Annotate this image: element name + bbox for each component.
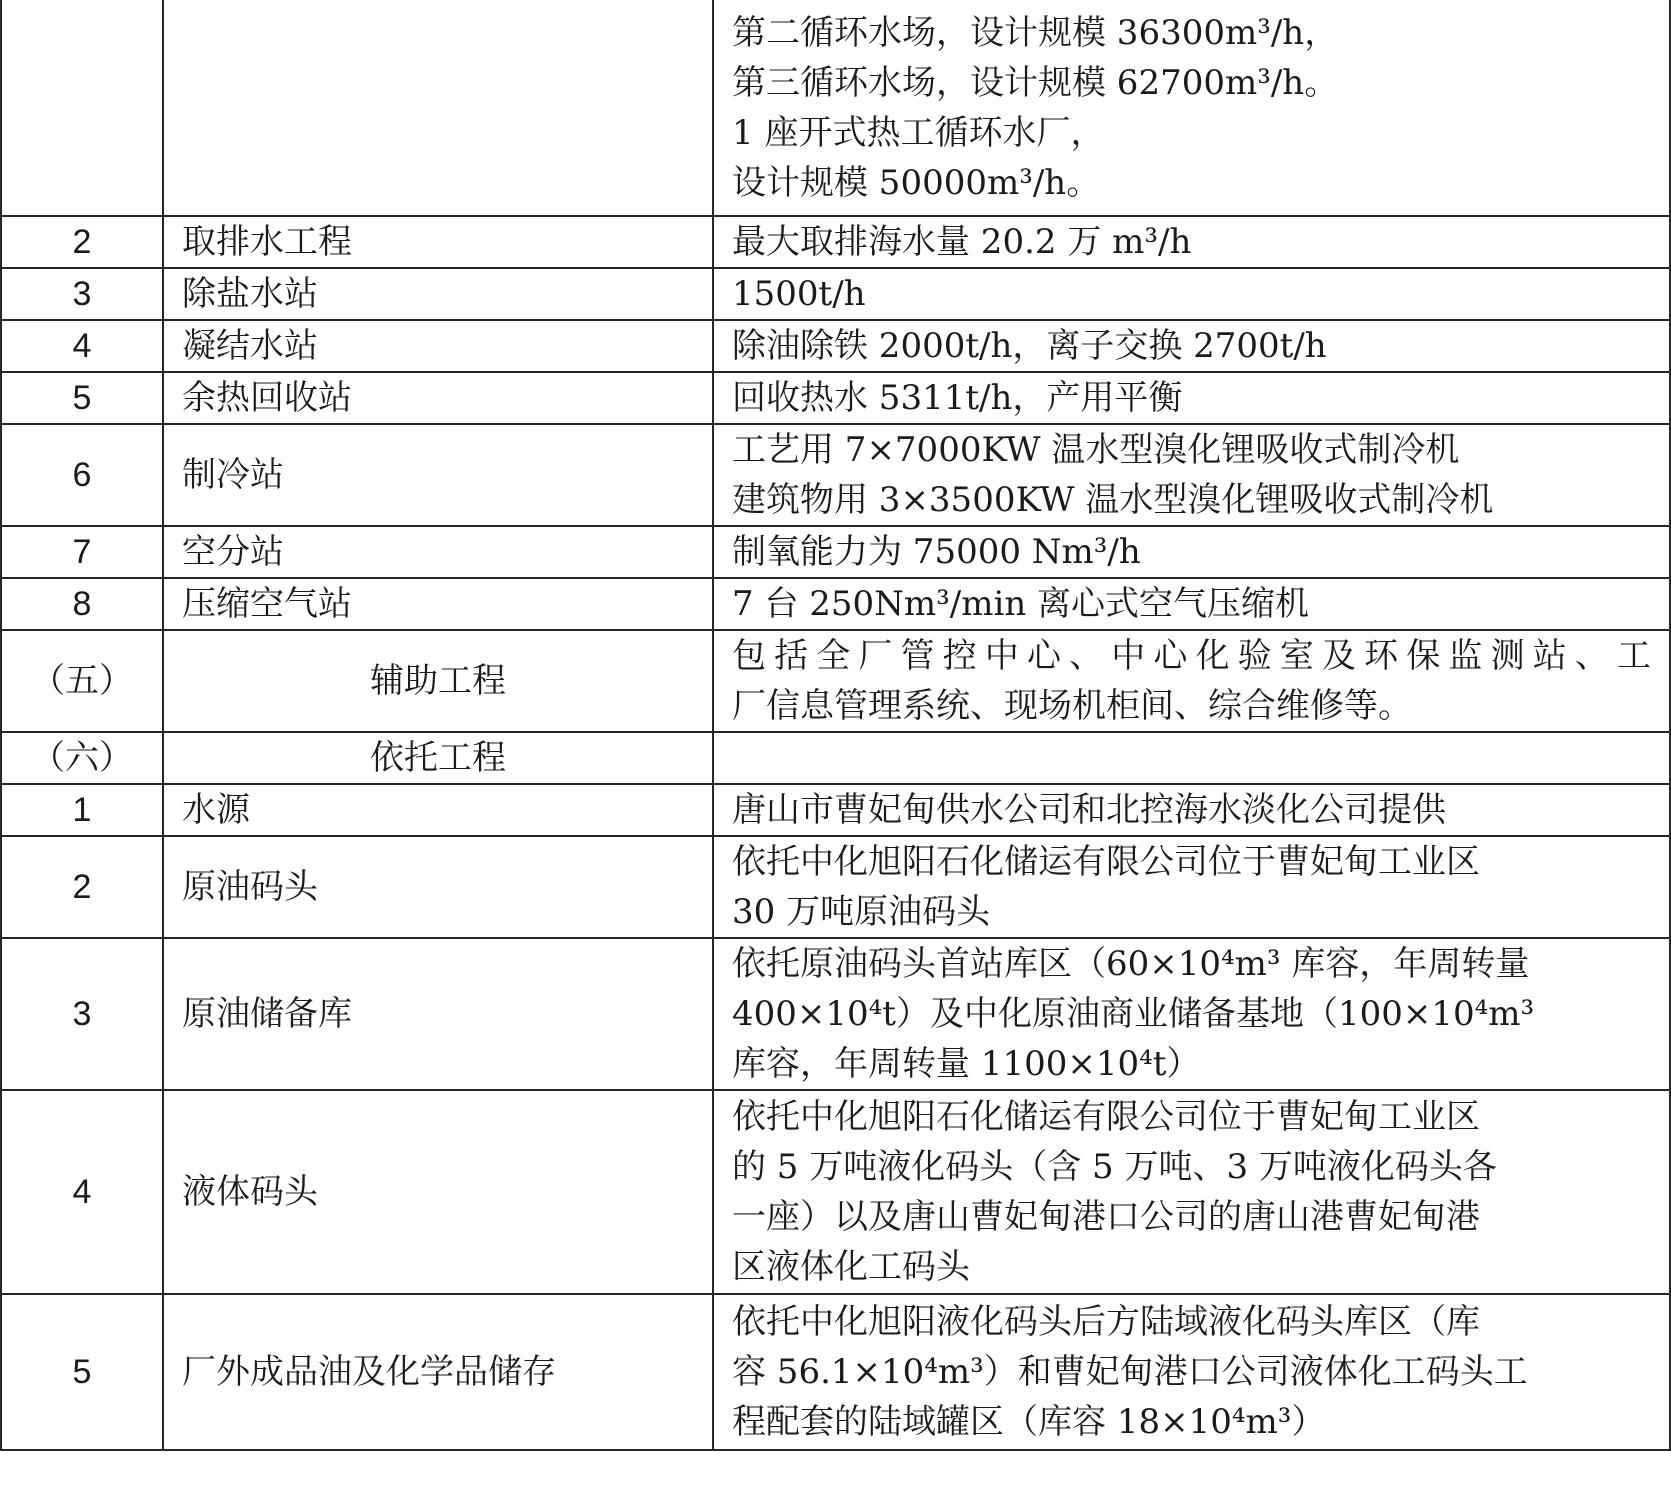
item-description-cell — [713, 784, 1670, 836]
description-line: 1500t/h — [732, 274, 866, 314]
row-number-cell: 6 — [1, 424, 163, 526]
item-name-cell: 厂外成品油及化学品储存 — [163, 1294, 713, 1450]
table-row — [1, 578, 1670, 630]
row-number-cell: 5 — [1, 372, 163, 424]
item-name-cell: 空分站 — [163, 526, 713, 578]
table-row — [1, 732, 1670, 784]
description-line: 包括全厂管控中心、中心化验室及环保监测站、工 — [732, 636, 1651, 676]
description-line: 厂信息管理系统、现场机柜间、综合维修等。 — [732, 686, 1412, 726]
item-description-cell — [713, 578, 1670, 630]
item-name-cell: 取排水工程 — [163, 216, 713, 268]
item-name-cell: 制冷站 — [163, 424, 713, 526]
row-number-cell: 7 — [1, 526, 163, 578]
item-name-cell: 原油码头 — [163, 836, 713, 938]
description-line: 依托原油码头首站库区（60×10⁴m³ 库容，年周转量 — [732, 944, 1530, 984]
item-description-cell — [713, 320, 1670, 372]
item-description-cell — [713, 424, 1670, 526]
item-description-cell — [713, 526, 1670, 578]
table-row — [1, 1294, 1670, 1450]
row-number-cell — [1, 0, 163, 216]
description-line: 30 万吨原油码头 — [732, 892, 991, 932]
description-line: 区液体化工码头 — [732, 1247, 970, 1287]
description-line: 容 56.1×10⁴m³）和曹妃甸港口公司液体化工码头工 — [732, 1352, 1528, 1392]
description-line: 建筑物用 3×3500KW 温水型溴化锂吸收式制冷机 — [732, 480, 1494, 520]
section-number-cell: （五） — [1, 630, 163, 732]
description-line: 库容，年周转量 1100×10⁴t） — [732, 1044, 1201, 1084]
item-description-cell — [713, 1090, 1670, 1294]
table-row — [1, 0, 1670, 216]
description-line: 一座）以及唐山曹妃甸港口公司的唐山港曹妃甸港 — [732, 1197, 1480, 1237]
description-line: 依托中化旭阳石化储运有限公司位于曹妃甸工业区 — [732, 842, 1480, 882]
item-name-cell: 水源 — [163, 784, 713, 836]
item-description-cell — [713, 732, 1670, 784]
item-description-cell — [713, 0, 1670, 216]
row-number-cell: 4 — [1, 1090, 163, 1294]
item-name-cell: 除盐水站 — [163, 268, 713, 320]
description-line: 设计规模 50000m³/h。 — [732, 162, 1101, 203]
row-number-cell: 8 — [1, 578, 163, 630]
section-title-cell: 辅助工程 — [163, 630, 713, 732]
table-row — [1, 424, 1670, 526]
description-line: 工艺用 7×7000KW 温水型溴化锂吸收式制冷机 — [732, 430, 1460, 470]
row-number-cell: 1 — [1, 784, 163, 836]
row-number-cell: 2 — [1, 836, 163, 938]
table-row — [1, 630, 1670, 732]
table-row — [1, 784, 1670, 836]
row-number-cell: 3 — [1, 268, 163, 320]
description-line: 第二循环水场，设计规模 36300m³/h， — [732, 12, 1339, 53]
table-row — [1, 216, 1670, 268]
item-name-cell: 余热回收站 — [163, 372, 713, 424]
item-name-cell: 液体码头 — [163, 1090, 713, 1294]
description-line: 最大取排海水量 20.2 万 m³/h — [732, 222, 1192, 262]
item-name-cell: 压缩空气站 — [163, 578, 713, 630]
item-description-cell — [713, 372, 1670, 424]
description-line: 程配套的陆域罐区（库容 18×10⁴m³） — [732, 1402, 1326, 1442]
item-name-cell: 凝结水站 — [163, 320, 713, 372]
item-description-cell — [713, 938, 1670, 1090]
row-number-cell: 3 — [1, 938, 163, 1090]
table-row — [1, 268, 1670, 320]
item-name-cell: 原油储备库 — [163, 938, 713, 1090]
item-description-cell — [713, 268, 1670, 320]
description-line: 1 座开式热工循环水厂， — [732, 112, 1105, 153]
description-line: 的 5 万吨液化码头（含 5 万吨、3 万吨液化码头各 — [732, 1147, 1497, 1187]
table-row — [1, 1090, 1670, 1294]
description-line: 唐山市曹妃甸供水公司和北控海水淡化公司提供 — [732, 790, 1446, 830]
description-line: 7 台 250Nm³/min 离心式空气压缩机 — [732, 584, 1310, 624]
row-number-cell: 5 — [1, 1294, 163, 1450]
table-row — [1, 836, 1670, 938]
description-line: 制氧能力为 75000 Nm³/h — [732, 532, 1141, 572]
description-line: 回收热水 5311t/h，产用平衡 — [732, 378, 1183, 418]
description-line: 400×10⁴t）及中化原油商业储备基地（100×10⁴m³ — [732, 994, 1535, 1034]
item-description-cell — [713, 216, 1670, 268]
table-row — [1, 938, 1670, 1090]
description-line: 依托中化旭阳石化储运有限公司位于曹妃甸工业区 — [732, 1097, 1480, 1137]
description-line: 依托中化旭阳液化码头后方陆域液化码头库区（库 — [732, 1302, 1480, 1342]
table-row — [1, 372, 1670, 424]
item-name-cell — [163, 0, 713, 216]
description-line: 第三循环水场，设计规模 62700m³/h。 — [732, 62, 1339, 103]
section-title-cell: 依托工程 — [163, 732, 713, 784]
item-description-cell — [713, 1294, 1670, 1450]
row-number-cell: 2 — [1, 216, 163, 268]
table-row — [1, 320, 1670, 372]
section-number-cell: （六） — [1, 732, 163, 784]
row-number-cell: 4 — [1, 320, 163, 372]
description-line: 除油除铁 2000t/h，离子交换 2700t/h — [732, 326, 1327, 366]
item-description-cell — [713, 836, 1670, 938]
table-row — [1, 526, 1670, 578]
item-description-cell — [713, 630, 1670, 732]
